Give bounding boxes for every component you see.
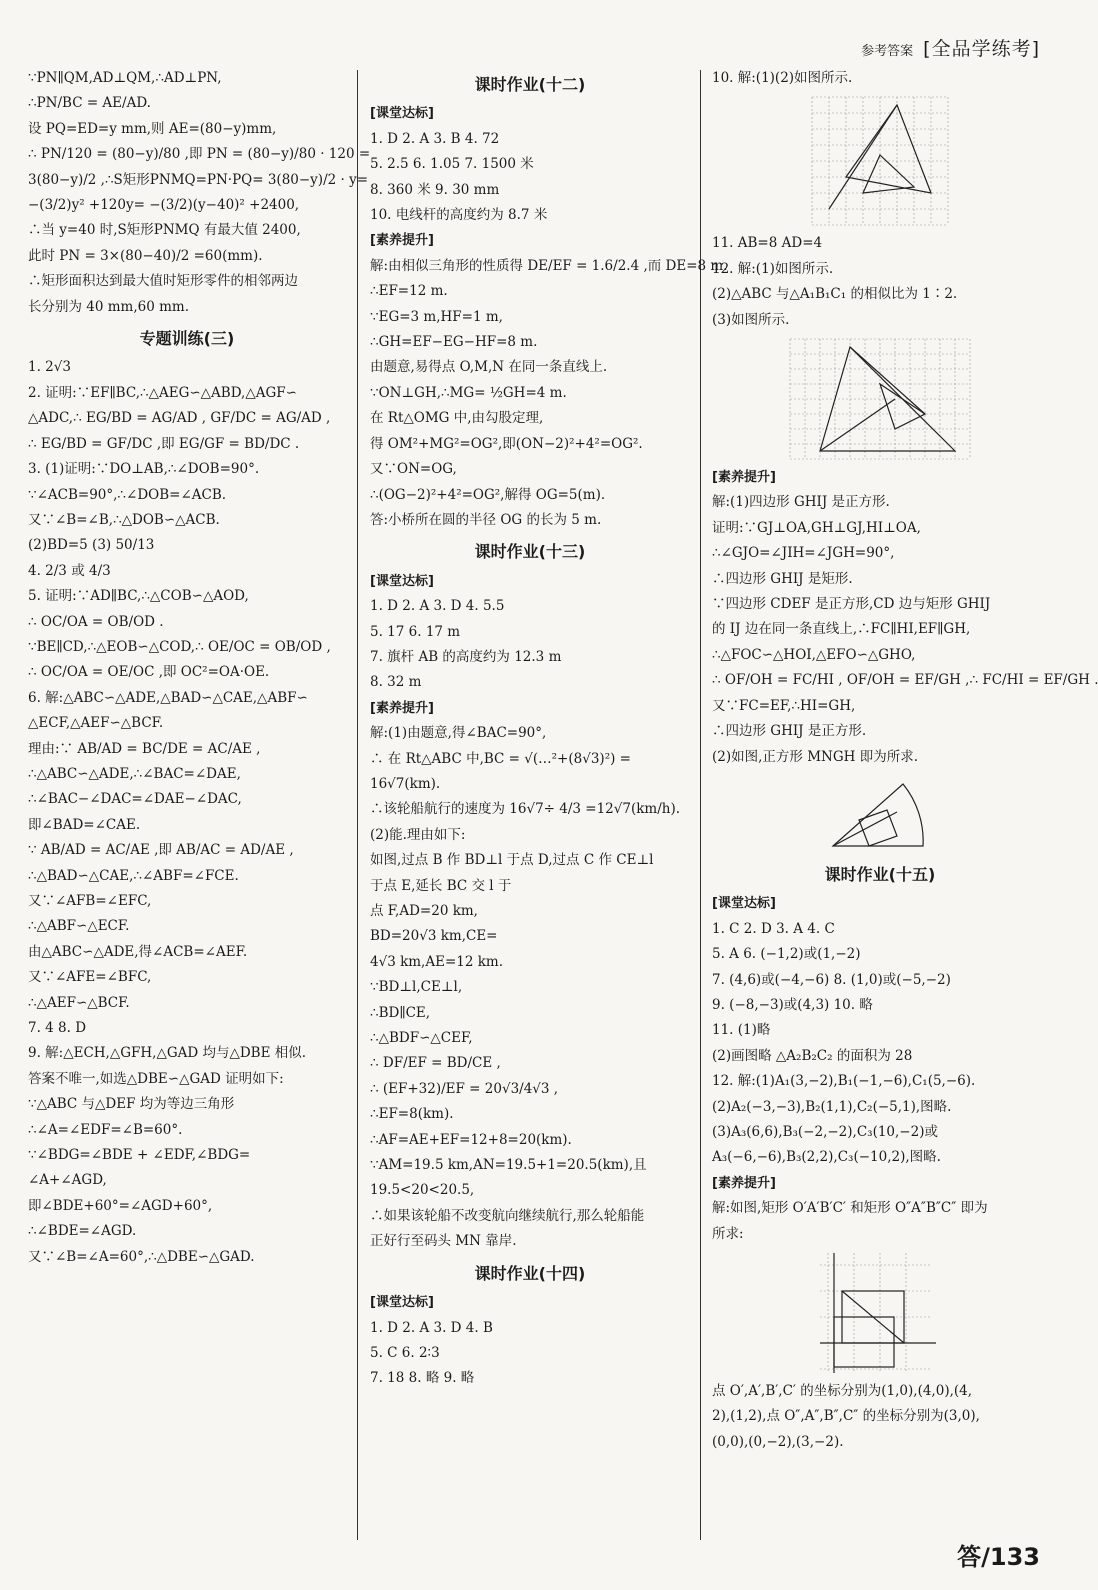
answer-line: 得 OM²+MG²=OG²,即(ON−2)²+4²=OG². bbox=[370, 435, 643, 452]
answer-line: ∴四边形 GHIJ 是矩形. bbox=[712, 570, 853, 587]
section-title: 课时作业(十三) bbox=[474, 542, 586, 562]
answer-line: BD=20√3 km,CE= bbox=[370, 928, 498, 945]
answer-line: 9. 解:△ECH,△GFH,△GAD 均与△DBE 相似. bbox=[28, 1045, 307, 1062]
answer-line: ∴ EG/BD = GF/DC ,即 EG/GF = BD/DC . bbox=[28, 435, 300, 452]
lesson-15-text bbox=[712, 862, 1048, 1247]
answer-line: ∴矩形面积达到最大值时矩形零件的相邻两边 bbox=[28, 273, 298, 290]
answer-line: (2)A₂(−3,−3),B₂(1,1),C₂(−5,1),图略. bbox=[712, 1098, 952, 1115]
answer-line: 5. A 6. (−1,2)或(1,−2) bbox=[712, 946, 861, 963]
literacy-14-text bbox=[712, 465, 1098, 770]
coordinate-figure bbox=[820, 1253, 940, 1373]
q11-12-text bbox=[712, 231, 1048, 333]
answer-line: ∴∠BDE=∠AGD. bbox=[28, 1223, 137, 1240]
answer-line: ∴ DF/EF = BD/CE , bbox=[370, 1055, 501, 1072]
answer-line: 11. (1)略 bbox=[712, 1022, 771, 1039]
answer-line: ∴△BAD∽△CAE,∴∠ABF=∠FCE. bbox=[28, 867, 239, 884]
answer-line: ∴△FOC∽△HOI,△EFO∽△GHO, bbox=[712, 646, 916, 663]
answer-line: 又∵∠B=∠B,∴△DOB∽△ACB. bbox=[28, 511, 220, 528]
header-brand: [全品学练考] bbox=[923, 38, 1040, 60]
answer-line: (2)如图,正方形 MNGH 即为所求. bbox=[712, 748, 918, 765]
answer-line: 理由:∵ AB/AD = BC/DE = AC/AE , bbox=[28, 740, 261, 757]
answer-line: 由题意,易得点 O,M,N 在同一条直线上. bbox=[370, 359, 608, 376]
answer-line: 1. D 2. A 3. B 4. 72 bbox=[370, 130, 500, 147]
column-right bbox=[712, 66, 1098, 1540]
answer-line: (2)BD=5 (3) 50/13 bbox=[28, 537, 155, 554]
answer-line: 如图,过点 B 作 BD⊥l 于点 D,过点 C 作 CE⊥l bbox=[370, 852, 654, 869]
answer-line: 又∵∠B=∠A=60°,∴△DBE∽△GAD. bbox=[28, 1248, 255, 1265]
answer-line: 点 O′,A′,B′,C′ 的坐标分别为(1,0),(4,0),(4, bbox=[712, 1383, 973, 1399]
answer-line: 5. 证明:∵AD∥BC,∴△COB∽△AOD, bbox=[28, 588, 249, 605]
answer-line: −(3/2)y² +120y= −(3/2)(y−40)² +2400, bbox=[28, 197, 300, 214]
subsection-tag: [课堂达标] bbox=[370, 106, 434, 122]
answer-line: ∴ OC/OA = OE/OC ,即 OC²=OA·OE. bbox=[28, 664, 270, 681]
subsection-tag: [课堂达标] bbox=[370, 573, 434, 589]
answer-line: 答:小桥所在圆的半径 OG 的长为 5 m. bbox=[370, 511, 602, 528]
answer-line: ∴EF=8(km). bbox=[370, 1106, 454, 1123]
answer-line: ∵∠BDG=∠BDE + ∠EDF,∠BDG= bbox=[28, 1147, 251, 1164]
answer-line: 于点 E,延长 BC 交 l 于 bbox=[370, 877, 512, 894]
answer-line: (2)能.理由如下: bbox=[370, 826, 466, 843]
answer-line: 的 IJ 边在同一条直线上,∴FC∥HI,EF∥GH, bbox=[712, 621, 971, 638]
answer-line: ∴ OF/OH = FC/HI , OF/OH = EF/GH ,∴ FC/HI = EF/GH . bbox=[712, 672, 1098, 689]
answer-line: △ECF,△AEF∽△BCF. bbox=[28, 715, 164, 732]
answer-line: ∴BD∥CE, bbox=[370, 1004, 431, 1021]
answer-line: 由△ABC∽△ADE,得∠ACB=∠AEF. bbox=[28, 943, 248, 960]
answer-line: 8. 360 米 9. 30 mm bbox=[370, 181, 500, 198]
subsection-tag: [课堂达标] bbox=[370, 1295, 434, 1311]
answer-line: 在 Rt△OMG 中,由勾股定理, bbox=[370, 410, 544, 427]
answer-line: 即∠BAD=∠CAE. bbox=[28, 816, 141, 833]
answer-line: 12. 解:(1)如图所示. bbox=[712, 260, 834, 277]
answer-line: ∴AF=AE+EF=12+8=20(km). bbox=[370, 1131, 572, 1148]
answer-line: 答案不唯一,如选△DBE∽△GAD 证明如下: bbox=[28, 1070, 284, 1087]
answer-line: 所求: bbox=[712, 1225, 744, 1242]
answer-line: ∴PN/BC = AE/AD. bbox=[28, 95, 151, 112]
answer-line: ∵ON⊥GH,∴MG= ½GH=4 m. bbox=[370, 384, 567, 401]
grid-figure-q12 bbox=[790, 339, 970, 459]
answer-line: ∵ AB/AD = AC/AE ,即 AB/AC = AD/AE , bbox=[28, 842, 294, 859]
answer-line: 7. 4 8. D bbox=[28, 1020, 87, 1037]
answer-line: 12. 解:(1)A₁(3,−2),B₁(−1,−6),C₁(5,−6). bbox=[712, 1073, 976, 1090]
page-header bbox=[861, 34, 1040, 61]
answer-line: 解:(1)四边形 GHIJ 是正方形. bbox=[712, 494, 890, 511]
answer-line: ∴∠GJO=∠JIH=∠JGH=90°, bbox=[712, 545, 895, 562]
answer-line: 又∵∠AFE=∠BFC, bbox=[28, 969, 152, 986]
section-title: 课时作业(十五) bbox=[824, 864, 936, 884]
answer-line: ∵△ABC 与△DEF 均为等边三角形 bbox=[28, 1096, 235, 1113]
answer-line: 长分别为 40 mm,60 mm. bbox=[28, 298, 190, 315]
answer-line: (3)A₃(6,6),B₃(−2,−2),C₃(10,−2)或 bbox=[712, 1123, 938, 1140]
answer-line: 5. 2.5 6. 1.05 7. 1500 米 bbox=[370, 156, 534, 173]
answer-line: 7. (4,6)或(−4,−6) 8. (1,0)或(−5,−2) bbox=[712, 971, 951, 988]
answer-line: 4. 2/3 或 4/3 bbox=[28, 562, 111, 579]
answer-line: (3)如图所示. bbox=[712, 311, 790, 328]
grid-figure-q10 bbox=[812, 97, 948, 225]
page-number: 答/133 bbox=[957, 1543, 1040, 1571]
answer-line: ∴△AEF∽△BCF. bbox=[28, 994, 130, 1011]
section-title: 课时作业(十二) bbox=[474, 75, 586, 94]
answer-line: 10. 解:(1)(2)如图所示. bbox=[712, 70, 853, 86]
answer-line: 又∵ON=OG, bbox=[370, 461, 457, 478]
answer-line: 1. C 2. D 3. A 4. C bbox=[712, 920, 835, 937]
q10-text bbox=[712, 66, 1048, 91]
answer-line: 正好行至码头 MN 靠岸. bbox=[370, 1233, 517, 1250]
answer-line: ∵BE∥CD,∴△EOB∽△COD,∴ OE/OC = OB/OD , bbox=[28, 638, 331, 655]
answer-line: ∴∠BAC−∠DAC=∠DAE−∠DAC, bbox=[28, 791, 242, 808]
answer-line: ∴△ABC∽△ADE,∴∠BAC=∠DAE, bbox=[28, 765, 241, 782]
answer-line: 又∵FC=EF,∴HI=GH, bbox=[712, 697, 856, 714]
answer-line: ∵PN∥QM,AD⊥QM,∴AD⊥PN, bbox=[28, 70, 222, 86]
answer-line: ∴GH=EF−EG−HF=8 m. bbox=[370, 334, 538, 351]
answer-line: 3(80−y)/2 ,∴S矩形PNMQ=PN·PQ= 3(80−y)/2 · y= bbox=[28, 171, 369, 188]
answer-line: ∴△ABF∽△ECF. bbox=[28, 918, 130, 935]
answer-line: 1. 2√3 bbox=[28, 359, 71, 376]
section-title: 课时作业(十四) bbox=[474, 1263, 586, 1283]
answer-line: 1. D 2. A 3. D 4. B bbox=[370, 1319, 493, 1336]
coordinates-text bbox=[712, 1379, 1048, 1455]
answer-line: (2)画图略 △A₂B₂C₂ 的面积为 28 bbox=[712, 1047, 913, 1064]
answer-line: 10. 电线杆的高度约为 8.7 米 bbox=[370, 207, 548, 224]
answer-line: ∴(OG−2)²+4²=OG²,解得 OG=5(m). bbox=[370, 486, 606, 503]
answer-line: ∴∠A=∠EDF=∠B=60°. bbox=[28, 1121, 183, 1138]
subsection-tag: [素养提升] bbox=[712, 1175, 776, 1191]
answer-line: 解:由相似三角形的性质得 DE/EF = 1.6/2.4 ,而 DE=8 m. bbox=[370, 257, 728, 274]
column-divider bbox=[357, 70, 358, 1540]
answer-line: 证明:∵GJ⊥OA,GH⊥GJ,HI⊥OA, bbox=[712, 519, 921, 536]
answer-line: 1. D 2. A 3. D 4. 5.5 bbox=[370, 598, 505, 615]
answer-line: ∴如果该轮船不改变航向继续航行,那么轮船能 bbox=[370, 1207, 645, 1224]
column-divider bbox=[700, 70, 701, 1540]
answer-line: ∠A+∠AGD, bbox=[28, 1172, 107, 1189]
answer-line: ∵BD⊥l,CE⊥l, bbox=[370, 979, 463, 996]
answer-line: 点 F,AD=20 km, bbox=[370, 903, 478, 919]
subsection-tag: [素养提升] bbox=[370, 700, 434, 716]
answer-line: ∴ 在 Rt△ABC 中,BC = √(…²+(8√3)²) = bbox=[370, 750, 631, 767]
answer-line: 11. AB=8 AD=4 bbox=[712, 235, 823, 252]
answer-line: 7. 18 8. 略 9. 略 bbox=[370, 1370, 475, 1387]
answer-line: ∴EF=12 m. bbox=[370, 283, 448, 300]
answer-line: 解:如图,矩形 O′A′B′C′ 和矩形 O″A″B″C″ 即为 bbox=[712, 1200, 988, 1217]
column-left bbox=[28, 66, 371, 1540]
answer-line: ∴四边形 GHIJ 是正方形. bbox=[712, 723, 867, 740]
answer-line: 4√3 km,AE=12 km. bbox=[370, 953, 504, 970]
answer-line: 5. C 6. 2∶3 bbox=[370, 1344, 440, 1361]
answer-line: (2)△ABC 与△A₁B₁C₁ 的相似比为 1∶2. bbox=[712, 286, 958, 303]
answer-line: A₃(−6,−6),B₃(2,2),C₃(−10,2),图略. bbox=[712, 1149, 941, 1166]
answer-line: 3. (1)证明:∵DO⊥AB,∴∠DOB=90°. bbox=[28, 461, 260, 478]
square-in-sector-figure bbox=[825, 776, 935, 856]
answer-line: △ADC,∴ EG/BD = AG/AD , GF/DC = AG/AD , bbox=[28, 410, 331, 427]
answer-line: ∵AM=19.5 km,AN=19.5+1=20.5(km),且 bbox=[370, 1157, 647, 1174]
answer-line: 解:(1)由题意,得∠BAC=90°, bbox=[370, 725, 547, 742]
subsection-tag: [课堂达标] bbox=[712, 896, 776, 912]
answer-line: 16√7(km). bbox=[370, 775, 441, 792]
answer-line: ∴ PN/120 = (80−y)/80 ,即 PN = (80−y)/80 · 120 = bbox=[28, 146, 371, 163]
answer-line: ∴△BDF∽△CEF, bbox=[370, 1030, 473, 1047]
subsection-tag: [素养提升] bbox=[712, 470, 776, 486]
answer-line: ∴当 y=40 时,S矩形PNMQ 有最大值 2400, bbox=[28, 222, 301, 239]
answer-line: ∴该轮船航行的速度为 16√7÷ 4/3 =12√7(km/h). bbox=[370, 801, 681, 818]
answer-line: 6. 解:△ABC∽△ADE,△BAD∽△CAE,△ABF∽ bbox=[28, 689, 308, 706]
answer-line: ∵四边形 CDEF 是正方形,CD 边与矩形 GHIJ bbox=[712, 596, 991, 613]
header-ref: 参考答案 bbox=[861, 44, 914, 59]
answer-line: 设 PQ=ED=y mm,则 AE=(80−y)mm, bbox=[28, 120, 277, 137]
answer-line: ∵EG=3 m,HF=1 m, bbox=[370, 308, 503, 325]
answer-line: ∴ OC/OA = OB/OD . bbox=[28, 613, 164, 630]
answer-line: 此时 PN = 3×(80−40)/2 =60(mm). bbox=[28, 247, 263, 264]
answer-line: 2),(1,2),点 O″,A″,B″,C″ 的坐标分别为(3,0), bbox=[712, 1408, 980, 1425]
section-title: 专题训练(三) bbox=[139, 329, 235, 349]
answer-line: 19.5<20<20.5, bbox=[370, 1182, 475, 1199]
answer-line: 9. (−8,−3)或(4,3) 10. 略 bbox=[712, 996, 873, 1013]
answer-line: 即∠BDE+60°=∠AGD+60°, bbox=[28, 1197, 213, 1214]
subsection-tag: [素养提升] bbox=[370, 233, 434, 249]
answer-line: ∵∠ACB=90°,∴∠DOB=∠ACB. bbox=[28, 486, 227, 503]
answer-line: 5. 17 6. 17 m bbox=[370, 623, 461, 640]
answer-line: 8. 32 m bbox=[370, 674, 422, 691]
answer-line: (0,0),(0,−2),(3,−2). bbox=[712, 1433, 844, 1450]
answer-line: 又∵∠AFB=∠EFC, bbox=[28, 893, 152, 909]
answer-line: 7. 旗杆 AB 的高度约为 12.3 m bbox=[370, 648, 562, 665]
answer-line: 2. 证明:∵EF∥BC,∴△AEG∽△ABD,△AGF∽ bbox=[28, 384, 297, 401]
answer-line: ∴ (EF+32)/EF = 20√3/4√3 , bbox=[370, 1080, 559, 1097]
